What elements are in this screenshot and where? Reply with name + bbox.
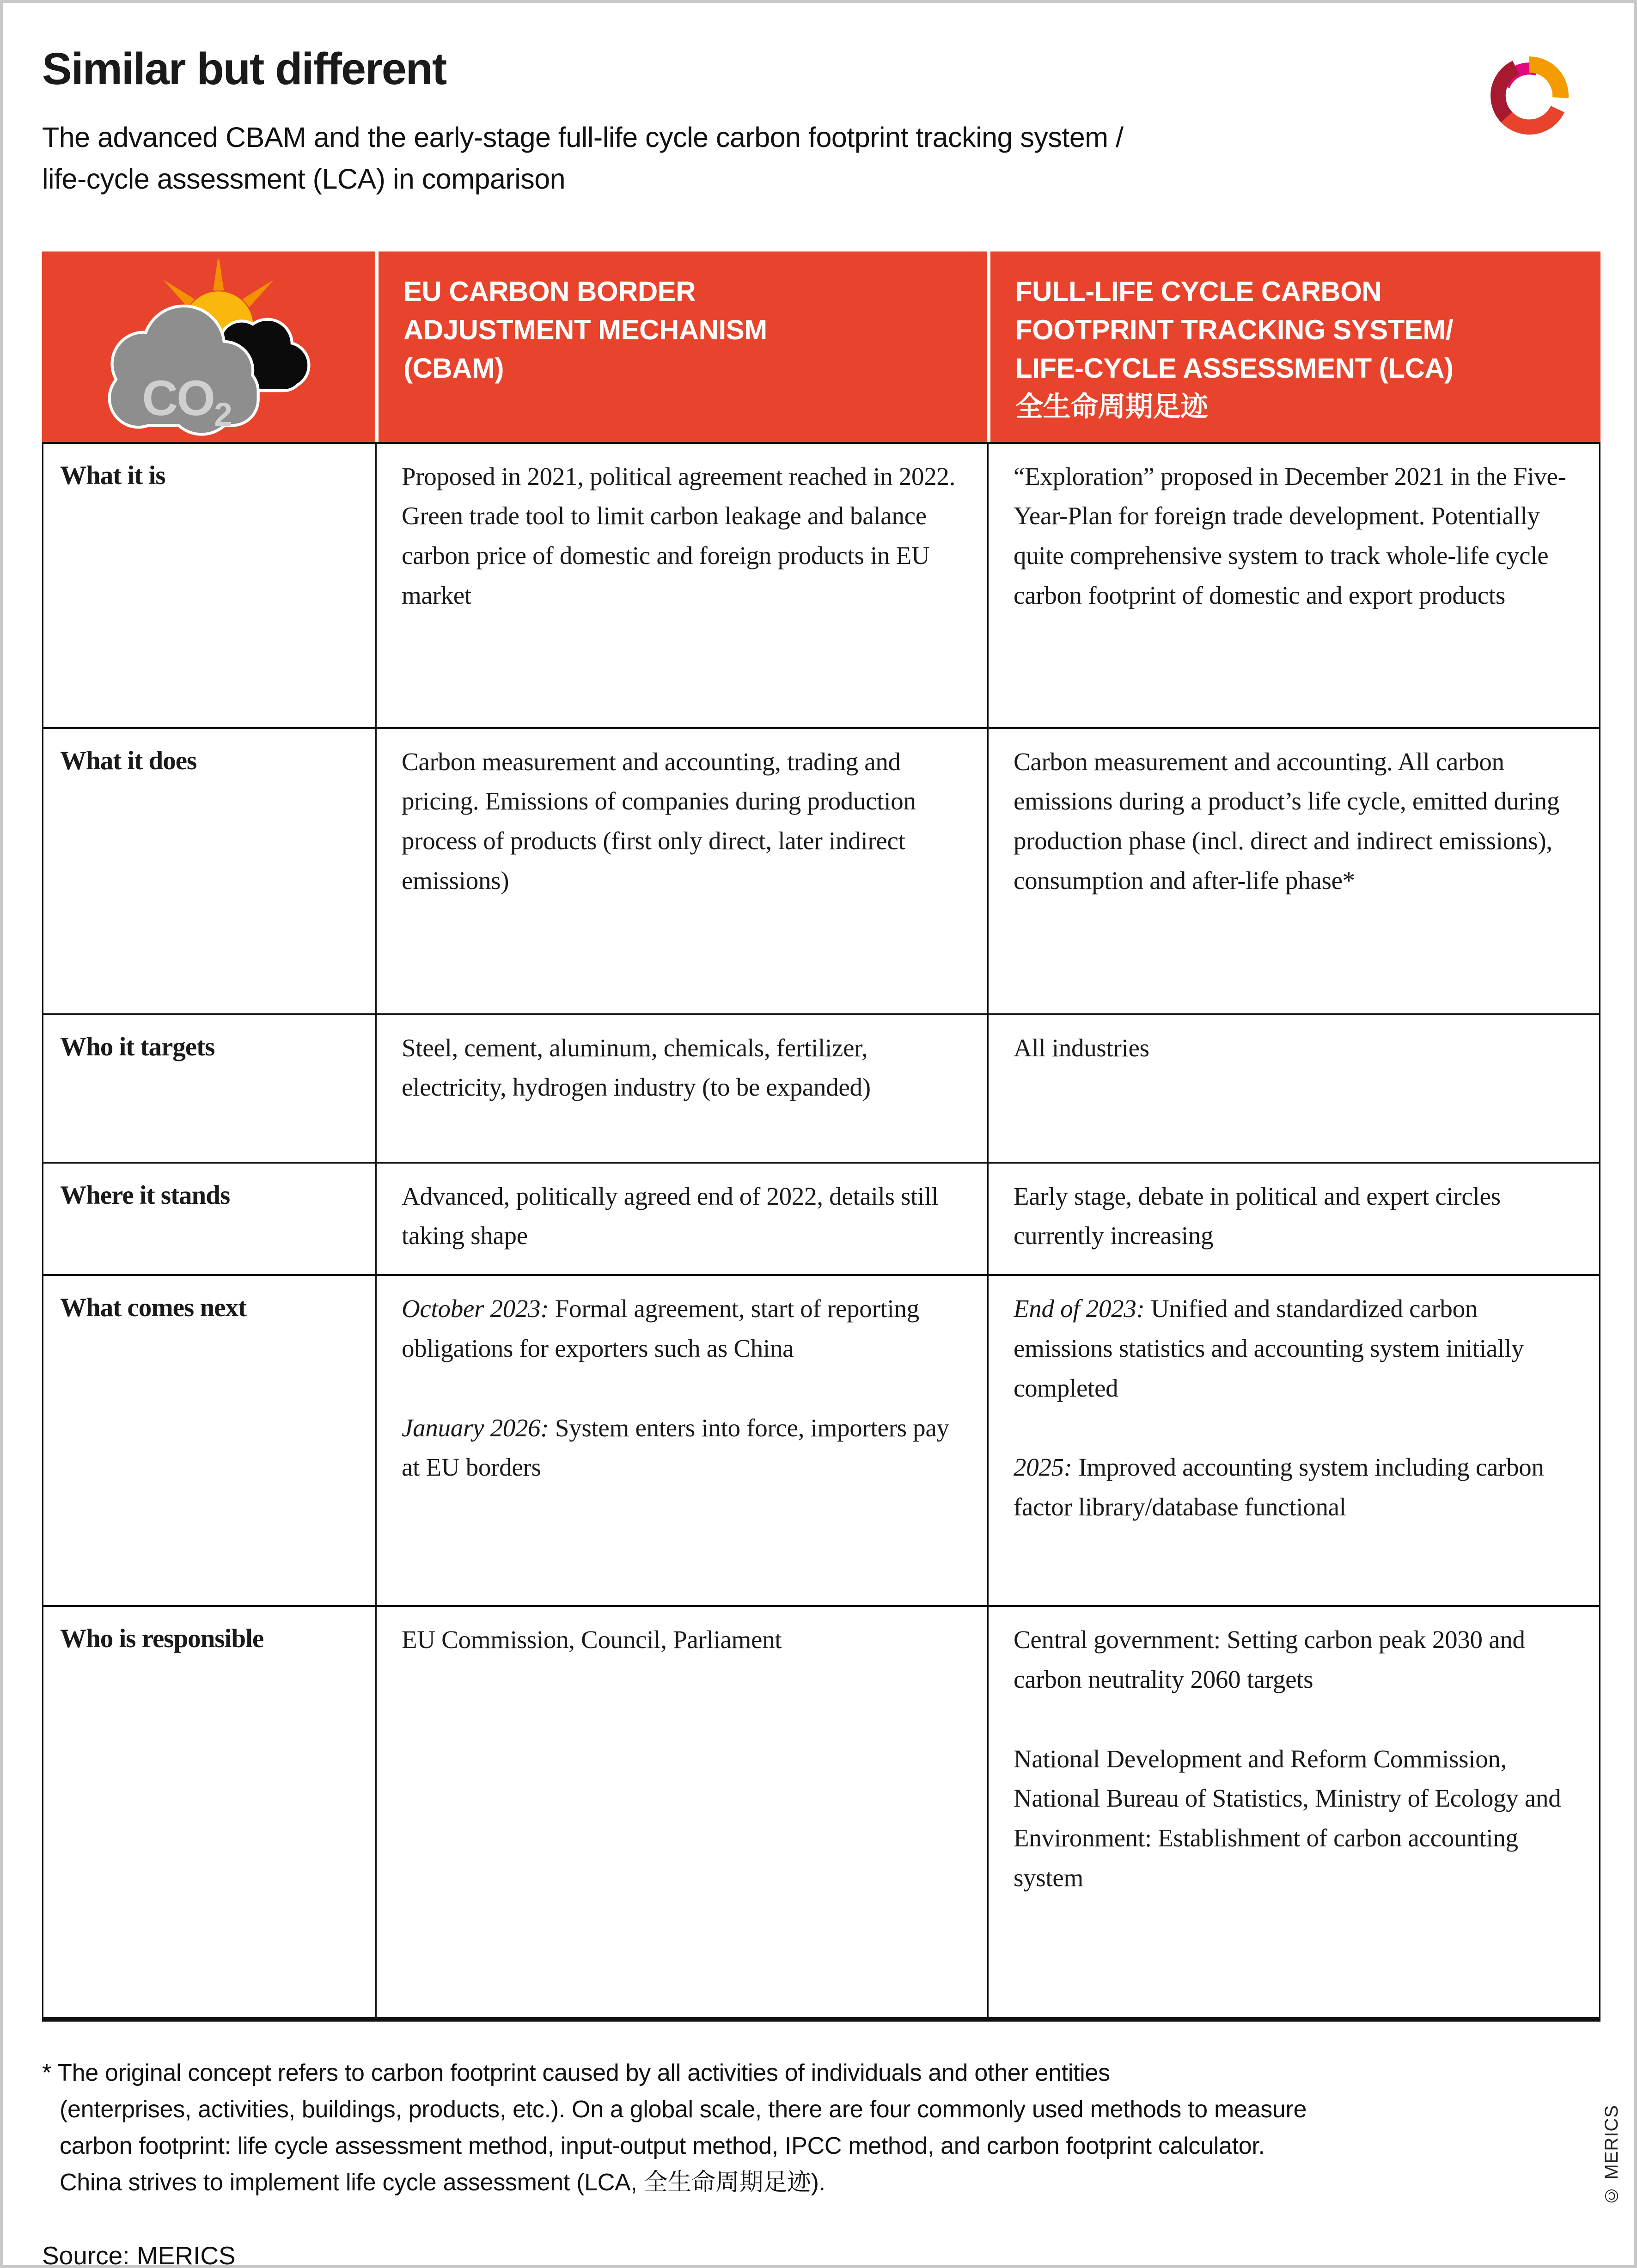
row-label: What it does <box>60 746 197 775</box>
co2-label: $CO_2$ <box>141 369 231 433</box>
table-header-row <box>42 251 1600 441</box>
row-label: What it is <box>60 460 165 490</box>
header-cbam: EU CARBON BORDER ADJUSTMENT MECHANISM (CBAM) <box>375 251 987 441</box>
table-row <box>43 727 1599 1013</box>
header-icon-cell <box>43 251 375 441</box>
table-row <box>43 1274 1599 1605</box>
lca-cell: “Exploration” proposed in December 2021 in the Five-Year-Plan for foreign trade development. Potentially quite comprehensive system to track whole-life cycle carbon footprint of domestic and export products <box>987 444 1599 727</box>
table-row <box>43 1013 1599 1162</box>
table-body <box>42 442 1600 2022</box>
cbam-cell: October 2023: Formal agreement, start of reporting obligations for exporters such as China January 2026: System enters into force, importers pay at EU borders <box>375 1276 987 1605</box>
lca-cell: Central government: Setting carbon peak 2030 and carbon neutrality 2060 targets National Development and Reform Commission, National Bureau of Statistics, Ministry of Ecology and Environment: Establishment of carbon accounting system <box>987 1607 1599 2017</box>
cbam-cell: Steel, cement, aluminum, chemicals, fertilizer, electricity, hydrogen industry (to be expanded) <box>375 1015 987 1162</box>
source-note: Source: MERICS <box>42 2241 236 2268</box>
merics-logo-icon <box>1479 44 1580 145</box>
row-label: Where it stands <box>60 1180 230 1210</box>
page-subtitle: The advanced CBAM and the early-stage full-life cycle carbon footprint tracking system / life-cycle assessment (LCA) in comparison <box>42 121 1124 195</box>
cbam-cell: Carbon measurement and accounting, trading and pricing. Emissions of companies during production process of products (first only direct, later indirect emissions) <box>375 729 987 1013</box>
page-title: Similar but different <box>42 43 446 94</box>
table-row <box>43 1162 1599 1275</box>
co2-clouds-sun-icon <box>74 259 345 437</box>
cbam-cell: Advanced, politically agreed end of 2022, details still taking shape <box>375 1164 987 1275</box>
lca-cell: All industries <box>987 1015 1599 1162</box>
lca-cell: Carbon measurement and accounting. All carbon emissions during a product’s life cycle, emitted during production phase (incl. direct and indirect emissions), consumption and after-life phase* <box>987 729 1599 1013</box>
footnote: * The original concept refers to carbon footprint caused by all activities of individuals and other entities (enterprises, activities, buildings, products, etc.). On a global scale, there are four commonly used methods to measure carbon footprint: life cycle assessment method, input-output method, IPCC method, and carbon footprint calculator. China strives to implement life cycle assessment (LCA, 全生命周期足迹). <box>42 2060 1307 2196</box>
row-label: Who is responsible <box>60 1624 264 1654</box>
lca-cell: Early stage, debate in political and expert circles currently increasing <box>987 1164 1599 1275</box>
row-label: What comes next <box>60 1293 246 1323</box>
copyright-note: © MERICS <box>1601 2105 1622 2206</box>
cbam-cell: Proposed in 2021, political agreement reached in 2022. Green trade tool to limit carbon leakage and balance carbon price of domestic and foreign products in EU market <box>375 444 987 727</box>
row-label: Who it targets <box>60 1032 215 1061</box>
cbam-cell: EU Commission, Council, Parliament <box>375 1607 987 2017</box>
lca-cell: End of 2023: Unified and standardized carbon emissions statistics and accounting system initially completed 2025: Improved accounting system including carbon factor library/database functional <box>987 1276 1599 1605</box>
comparison-table <box>42 251 1600 2022</box>
table-row <box>43 444 1599 727</box>
header-lca: FULL-LIFE CYCLE CARBON FOOTPRINT TRACKING SYSTEM/ LIFE-CYCLE ASSESSMENT (LCA) 全生命周期足迹 <box>987 251 1599 441</box>
table-row <box>43 1605 1599 2017</box>
